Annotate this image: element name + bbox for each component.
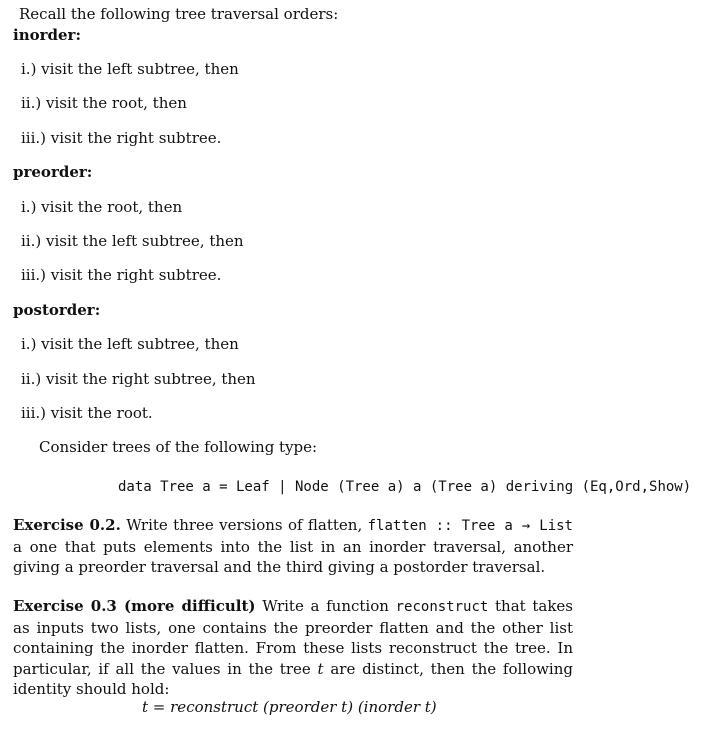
list-item: ii.) visit the root, then bbox=[21, 94, 187, 112]
section-title-inorder: inorder: bbox=[13, 26, 81, 44]
exercise-text: a one that puts elements into the list in an inorder traversal, another giving a preorder traversal and the third giving a postorder traversal. bbox=[13, 537, 573, 576]
math-equals: = bbox=[148, 698, 171, 716]
code-block: data Tree a = Leaf | Node (Tree a) a (Tree a) deriving (Eq,Ord,Show) bbox=[118, 479, 692, 495]
math-lhs: t bbox=[142, 698, 149, 716]
section-title-postorder: postorder: bbox=[13, 301, 101, 319]
exercise-0-2 bbox=[13, 515, 573, 578]
exercise-text: that takes as inputs two lists, one contains the preorder flatten and the other list containing the inorder flatten. From these lists reconstruct the tree. In particular, if all the values in the tree bbox=[13, 597, 573, 678]
section-title-preorder: preorder: bbox=[13, 163, 93, 181]
list-item: i.) visit the root, then bbox=[21, 198, 183, 216]
math-function: reconstruct bbox=[170, 698, 259, 716]
identity-equation bbox=[142, 698, 437, 716]
exercise-label: Exercise 0.3 (more difficult) bbox=[13, 597, 256, 615]
list-item: i.) visit the left subtree, then bbox=[21, 335, 239, 353]
list-item: ii.) visit the left subtree, then bbox=[21, 232, 244, 250]
list-item: i.) visit the left subtree, then bbox=[21, 60, 239, 78]
math-variable: t bbox=[317, 659, 324, 678]
math-argument: (inorder t) bbox=[357, 698, 437, 716]
exercise-text: are distinct, then the following identity should hold: bbox=[13, 659, 573, 698]
intro-text: Recall the following tree traversal orders: bbox=[19, 5, 339, 23]
math-argument: (preorder t) bbox=[263, 698, 354, 716]
inline-code: flatten :: Tree a → List bbox=[367, 518, 573, 534]
exercise-text: Write three versions of flatten, bbox=[126, 516, 363, 534]
list-item: iii.) visit the root. bbox=[21, 404, 153, 422]
list-item: iii.) visit the right subtree. bbox=[21, 266, 222, 284]
exercise-0-3 bbox=[13, 596, 573, 700]
list-item: iii.) visit the right subtree. bbox=[21, 129, 222, 147]
exercise-text: Write a function bbox=[262, 597, 389, 615]
consider-text: Consider trees of the following type: bbox=[39, 438, 318, 456]
list-item: ii.) visit the right subtree, then bbox=[21, 370, 256, 388]
exercise-label: Exercise 0.2. bbox=[13, 516, 121, 534]
inline-code: reconstruct bbox=[395, 599, 489, 615]
